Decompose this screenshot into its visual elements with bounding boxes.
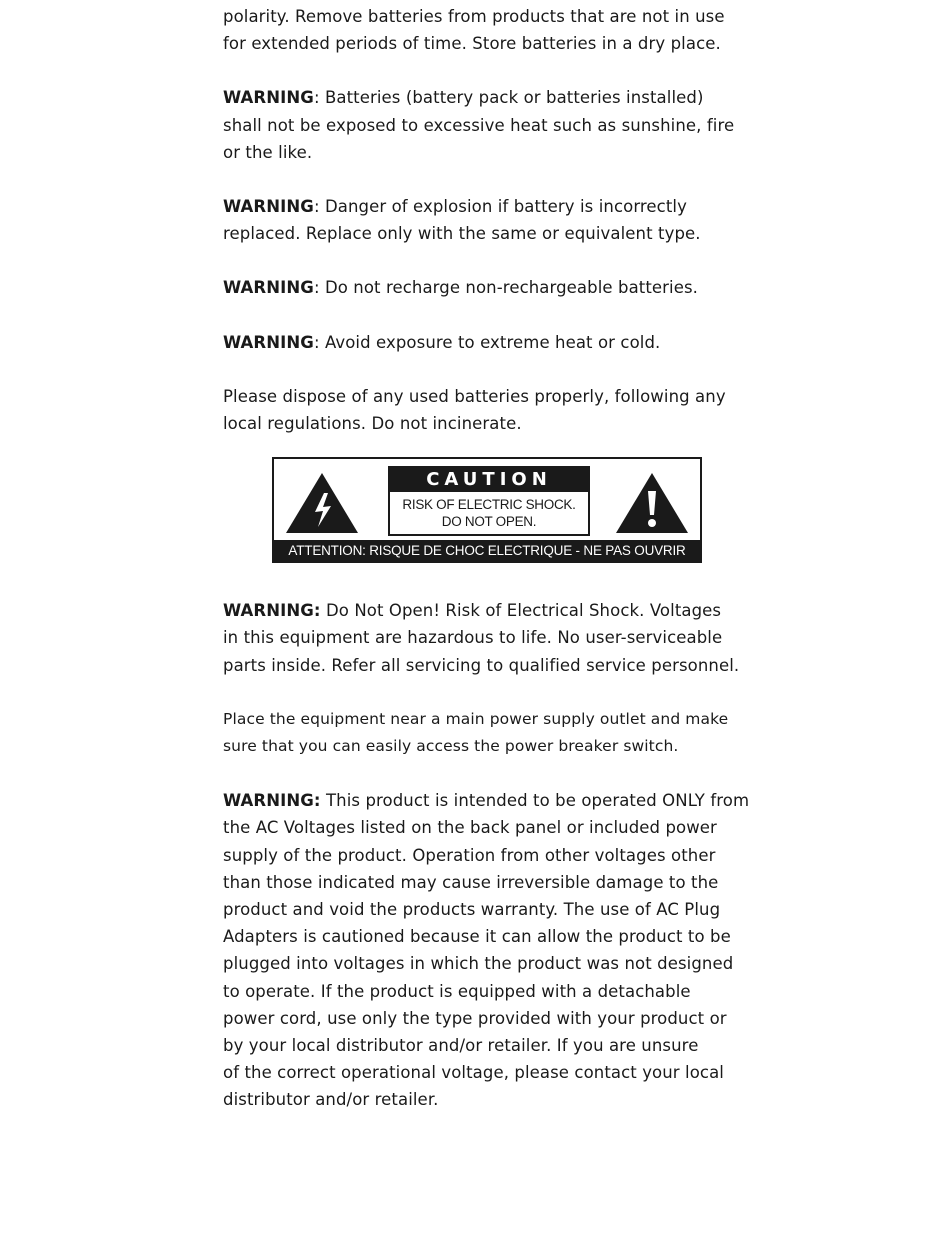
text-line: by your local distributor and/or retailer. If you are unsure xyxy=(223,1036,699,1056)
warning-shock-paragraph xyxy=(223,597,763,679)
warning-text: This product is intended to be operated ONLY from xyxy=(320,791,750,811)
caution-line-2: DO NOT OPEN. xyxy=(441,514,537,530)
caution-subtext xyxy=(390,496,588,530)
text-line: or the like. xyxy=(223,142,313,162)
caution-label xyxy=(272,457,702,563)
caution-panel xyxy=(388,466,590,536)
text-line: replaced. Replace only with the same or equivalent type. xyxy=(223,224,701,244)
warning-text: : Do not recharge non-rechargeable batteries. xyxy=(313,278,699,298)
text-line: the AC Voltages listed on the back panel or included power xyxy=(223,818,717,838)
text-line xyxy=(223,84,763,111)
dispose-paragraph xyxy=(223,383,763,437)
text-line: shall not be exposed to excessive heat such as sunshine, fire xyxy=(223,115,735,135)
warning-ac-paragraph xyxy=(223,787,763,1113)
warning-keyword: WARNING xyxy=(223,88,314,108)
text-line: product and void the products warranty. The use of AC Plug xyxy=(223,900,721,920)
lightning-warning-icon xyxy=(284,471,360,535)
warning-keyword: WARNING: xyxy=(223,791,321,811)
battery-storage-paragraph xyxy=(223,3,763,57)
text-line: local regulations. Do not incinerate. xyxy=(223,414,522,434)
document-page xyxy=(223,3,763,1141)
text-line xyxy=(223,193,763,220)
warning-keyword: WARNING xyxy=(223,197,314,217)
text-line xyxy=(223,274,763,301)
warning-keyword: WARNING xyxy=(223,332,314,352)
text-line: in this equipment are hazardous to life. No user-serviceable xyxy=(223,628,723,648)
text-line: supply of the product. Operation from other voltages other xyxy=(223,845,716,865)
warning-extreme-temp xyxy=(223,329,763,356)
text-line: for extended periods of time. Store batteries in a dry place. xyxy=(223,34,721,54)
power-outlet-paragraph xyxy=(223,706,763,760)
text-line: to operate. If the product is equipped with a detachable xyxy=(223,981,691,1001)
warning-keyword: WARNING xyxy=(223,278,314,298)
exclamation-warning-icon xyxy=(614,471,690,535)
text-line: Place the equipment near a main power supply outlet and make xyxy=(223,709,729,728)
text-line: Please dispose of any used batteries properly, following any xyxy=(223,386,726,406)
text-line: sure that you can easily access the power breaker switch. xyxy=(223,737,679,756)
warning-keyword: WARNING: xyxy=(223,601,321,621)
warning-text: : Avoid exposure to extreme heat or cold. xyxy=(313,332,661,352)
attention-bar: ATTENTION: RISQUE DE CHOC ELECTRIQUE - NE PAS OUVRIR xyxy=(274,540,700,561)
text-line: parts inside. Refer all servicing to qualified service personnel. xyxy=(223,655,740,675)
text-line: polarity. Remove batteries from products that are not in use xyxy=(223,7,725,26)
caution-title: CAUTION xyxy=(390,468,588,492)
text-line xyxy=(223,329,763,356)
text-line: power cord, use only the type provided with your product or xyxy=(223,1008,727,1028)
text-line: than those indicated may cause irreversible damage to the xyxy=(223,872,719,892)
warning-text: : Batteries (battery pack or batteries installed) xyxy=(313,88,704,108)
warning-explosion xyxy=(223,193,763,247)
warning-text: : Danger of explosion if battery is incorrectly xyxy=(313,197,687,217)
text-line: plugged into voltages in which the product was not designed xyxy=(223,954,734,974)
warning-text: Do Not Open! Risk of Electrical Shock. Voltages xyxy=(320,601,722,621)
text-line: distributor and/or retailer. xyxy=(223,1090,439,1110)
text-line xyxy=(223,787,763,814)
text-line xyxy=(223,597,763,624)
warning-heat-exposure xyxy=(223,84,763,166)
text-line: of the correct operational voltage, please contact your local xyxy=(223,1063,724,1083)
text-line: Adapters is cautioned because it can allow the product to be xyxy=(223,927,731,947)
warning-recharge xyxy=(223,274,763,301)
caution-line-1: RISK OF ELECTRIC SHOCK. xyxy=(402,497,576,513)
